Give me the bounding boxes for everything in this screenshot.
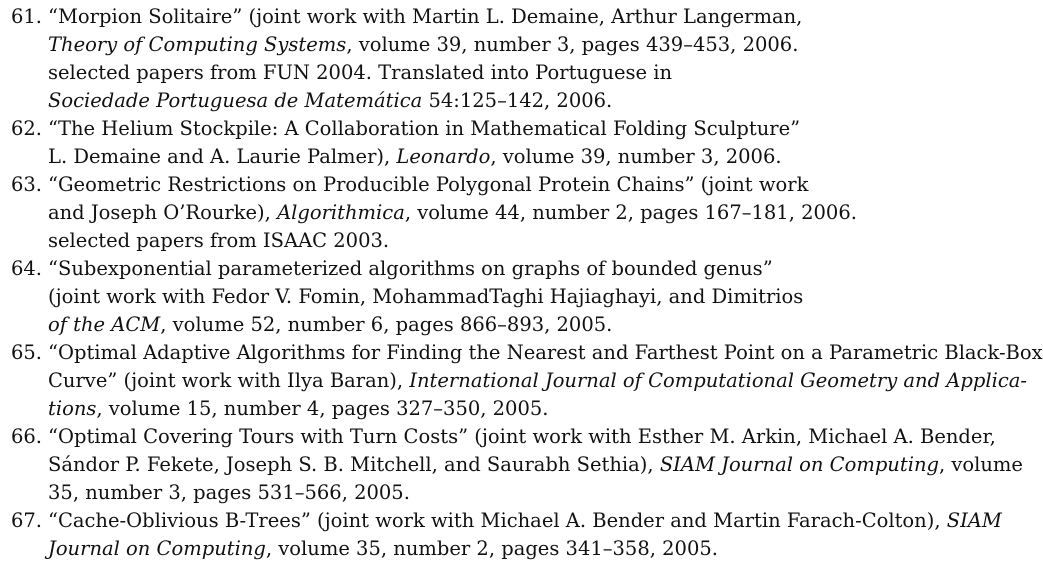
publication-text	[48, 283, 803, 311]
text-segment: and Joseph O’Rourke),	[48, 201, 278, 224]
text-segment: , volume 39, number 3, 2006.	[490, 145, 782, 168]
publication-text	[48, 507, 1002, 535]
text-segment: , volume 15, number 4, pages 327–350, 2005.	[96, 397, 549, 420]
text-segment: 54:125–142, 2006.	[422, 89, 613, 112]
text-segment: , volume 52, number 6, pages 866–893, 2005.	[160, 313, 613, 336]
text-segment: , volume 35, number 2, pages 341–358, 2005.	[265, 537, 718, 560]
publication-text	[48, 367, 1027, 395]
publication-text	[48, 143, 782, 171]
publication-text	[48, 59, 672, 87]
text-segment: “Morpion Solitaire” (joint work with Martin L. Demaine, Arthur Langerman,	[48, 5, 803, 28]
publication-text	[48, 255, 773, 283]
text-segment: Curve” (joint work with Ilya Baran),	[48, 369, 410, 392]
text-segment: “Optimal Covering Tours with Turn Costs” (joint work with Esther M. Arkin, Michael A. Bender,	[48, 425, 996, 448]
text-segment: selected papers from ISAAC 2003.	[48, 229, 390, 252]
text-segment: (joint work with Fedor V. Fomin, MohammadTaghi Hajiaghayi, and Dimitrios	[48, 285, 804, 308]
publication-text	[48, 3, 802, 31]
publication-text	[48, 535, 718, 563]
publication-number: 63.	[10, 173, 42, 196]
publication-text	[48, 395, 548, 423]
publication-text	[48, 479, 410, 507]
italic-segment: International Journal of Computational Geometry and Applica-	[409, 369, 1027, 392]
italic-segment: of the ACM	[48, 313, 161, 336]
publication-text	[48, 199, 857, 227]
publication-number: 61.	[10, 5, 42, 28]
italic-segment: Theory of Computing Systems	[48, 33, 347, 56]
publication-text	[48, 31, 798, 59]
publication-text	[48, 227, 389, 255]
publication-number: 65.	[10, 341, 42, 364]
publication-text	[48, 423, 996, 451]
publication-number: 66.	[10, 425, 42, 448]
text-segment: , volume 39, number 3, pages 439–453, 2006.	[346, 33, 799, 56]
publication-number: 64.	[10, 257, 42, 280]
text-segment: selected papers from FUN 2004. Translated into Portuguese in	[48, 61, 673, 84]
text-segment: , volume	[938, 453, 1023, 476]
publication-text	[48, 87, 612, 115]
publication-text	[48, 311, 612, 339]
text-segment: “Geometric Restrictions on Producible Polygonal Protein Chains” (joint work	[48, 173, 809, 196]
italic-segment: Journal on Computing	[48, 537, 266, 560]
italic-segment: SIAM	[946, 509, 1002, 532]
italic-segment: Algorithmica	[277, 201, 405, 224]
publication-number: 62.	[10, 117, 42, 140]
italic-segment: tions	[48, 397, 97, 420]
publication-text	[48, 451, 1023, 479]
text-segment: L. Demaine and A. Laurie Palmer),	[48, 145, 397, 168]
publication-text	[48, 171, 808, 199]
text-segment: “Optimal Adaptive Algorithms for Finding the Nearest and Farthest Point on a Parametric Black-Box	[48, 341, 1043, 364]
italic-segment: Sociedade Portuguesa de Matemática	[48, 89, 423, 112]
publication-number: 67.	[10, 509, 42, 532]
italic-segment: Leonardo	[396, 145, 491, 168]
publication-text	[48, 115, 800, 143]
text-segment: “The Helium Stockpile: A Collaboration in Mathematical Folding Sculpture”	[48, 117, 801, 140]
text-segment: 35, number 3, pages 531–566, 2005.	[48, 481, 410, 504]
italic-segment: SIAM Journal on Computing	[659, 453, 939, 476]
text-segment: Sándor P. Fekete, Joseph S. B. Mitchell, and Saurabh Sethia),	[48, 453, 660, 476]
publication-text	[48, 339, 1043, 367]
text-segment: , volume 44, number 2, pages 167–181, 2006.	[404, 201, 857, 224]
text-segment: “Subexponential parameterized algorithms on graphs of bounded genus”	[48, 257, 773, 280]
text-segment: “Cache-Oblivious B-Trees” (joint work with Michael A. Bender and Martin Farach-Colton),	[48, 509, 947, 532]
